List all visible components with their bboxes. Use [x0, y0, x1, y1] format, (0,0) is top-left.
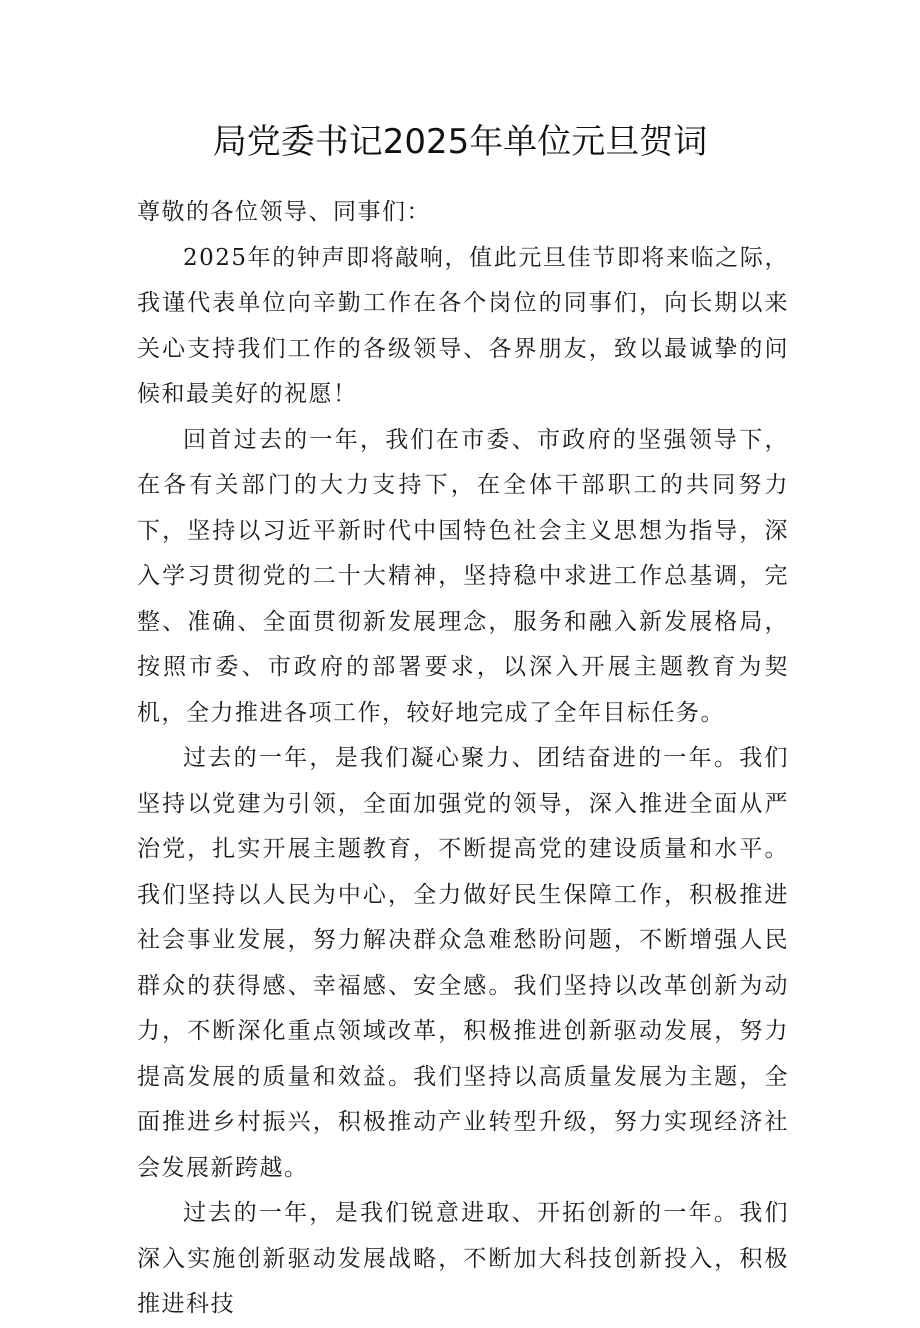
document-body: [137, 190, 789, 1328]
paragraph-innovation: 过去的一年，是我们锐意进取、开拓创新的一年。我们深入实施创新驱动发展战略，不断加大科技创新投入，积极推进科技: [137, 1200, 789, 1317]
paragraph-unity: 过去的一年，是我们凝心聚力、团结奋进的一年。我们坚持以党建为引领，全面加强党的领导，深入推进全面从严治党，扎实开展主题教育，不断提高党的建设质量和水平。我们坚持以人民为中心，全力做好民生保障工作，积极推进社会事业发展，努力解决群众急难愁盼问题，不断增强人民群众的获得感、幸福感、安全感。我们坚持以改革创新为动力，不断深化重点领域改革，积极推进创新驱动发展，努力提高发展的质量和效益。我们坚持以高质量发展为主题，全面推进乡村振兴，积极推动产业转型升级，努力实现经济社会发展新跨越。: [137, 745, 789, 1181]
paragraph-review: 回首过去的一年，我们在市委、市政府的坚强领导下，在各有关部门的大力支持下，在全体干部职工的共同努力下，坚持以习近平新时代中国特色社会主义思想为指导，深入学习贯彻党的二十大精神，坚持稳中求进工作总基调，完整、准确、全面贯彻新发展理念，服务和融入新发展格局，按照市委、市政府的部署要求，以深入开展主题教育为契机，全力推进各项工作，较好地完成了全年目标任务。: [137, 426, 789, 726]
salutation: 尊敬的各位领导、同事们：: [137, 199, 431, 225]
paragraph-greeting: 2025年的钟声即将敲响，值此元旦佳节即将来临之际，我谨代表单位向辛勤工作在各个岗位的同事们，向长期以来关心支持我们工作的各级领导、各界朋友，致以最诚挚的问候和最美好的祝愿！: [137, 244, 789, 407]
document-title: 局党委书记2025年单位元旦贺词: [212, 122, 708, 162]
